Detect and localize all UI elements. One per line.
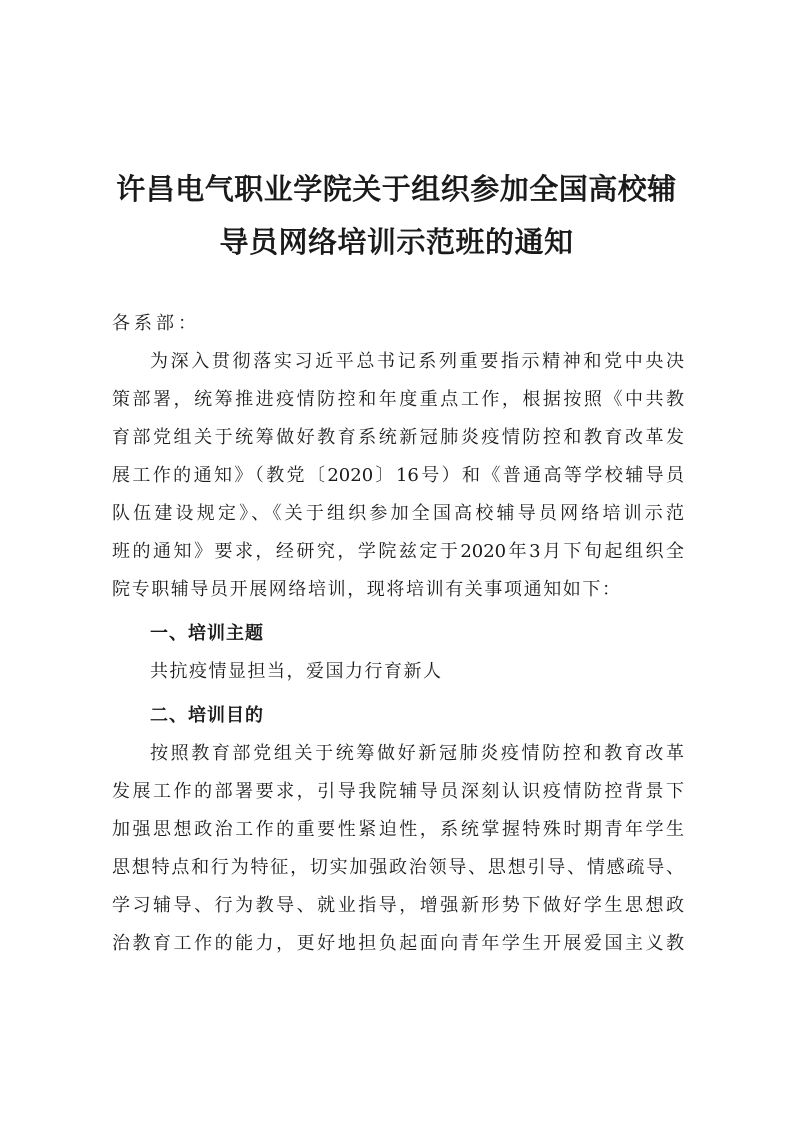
document-title-line-1: 许昌电气职业学院关于组织参加全国高校辅: [116, 172, 677, 206]
section-2-line: 发展工作的部署要求，引导我院辅导员深刻认识疫情防控背景下: [112, 781, 684, 802]
section-2-line: 治教育工作的能力，更好地担负起面向青年学生开展爱国主义教: [112, 933, 684, 954]
intro-line: 育部党组关于统筹做好教育系统新冠肺炎疫情防控和教育改革发: [112, 427, 684, 448]
section-2-line: 思想特点和行为特征，切实加强政治领导、思想引导、情感疏导、: [112, 857, 684, 878]
intro-line: 为深入贯彻落实习近平总书记系列重要指示精神和党中央决: [150, 351, 684, 372]
section-2-line: 学习辅导、行为教导、就业指导，增强新形势下做好学生思想政: [112, 895, 684, 916]
document-title-line-2: 导员网络培训示范班的通知: [219, 225, 574, 259]
section-2-line: 按照教育部党组关于统筹做好新冠肺炎疫情防控和教育改革: [150, 743, 684, 764]
section-2-line: 加强思想政治工作的重要性紧迫性，系统掌握特殊时期青年学生: [112, 819, 684, 840]
intro-line: 策部署，统筹推进疫情防控和年度重点工作，根据按照《中共教: [112, 389, 684, 410]
intro-line: 院专职辅导员开展网络培训，现将培训有关事项通知如下：: [112, 579, 622, 600]
salutation: 各系部：: [112, 313, 200, 334]
section-1-heading: 一、培训主题: [150, 623, 264, 644]
intro-line: 队伍建设规定》、《关于组织参加全国高校辅导员网络培训示范: [112, 503, 684, 524]
section-2-heading: 二、培训目的: [150, 705, 264, 726]
intro-line: 班的通知》要求，经研究，学院兹定于2020年3月下旬起组织全: [112, 541, 684, 562]
section-1-text: 共抗疫情显担当，爱国力行育新人: [150, 661, 443, 682]
intro-line: 展工作的通知》（教党〔2020〕16号）和《普通高等学校辅导员: [112, 465, 684, 486]
